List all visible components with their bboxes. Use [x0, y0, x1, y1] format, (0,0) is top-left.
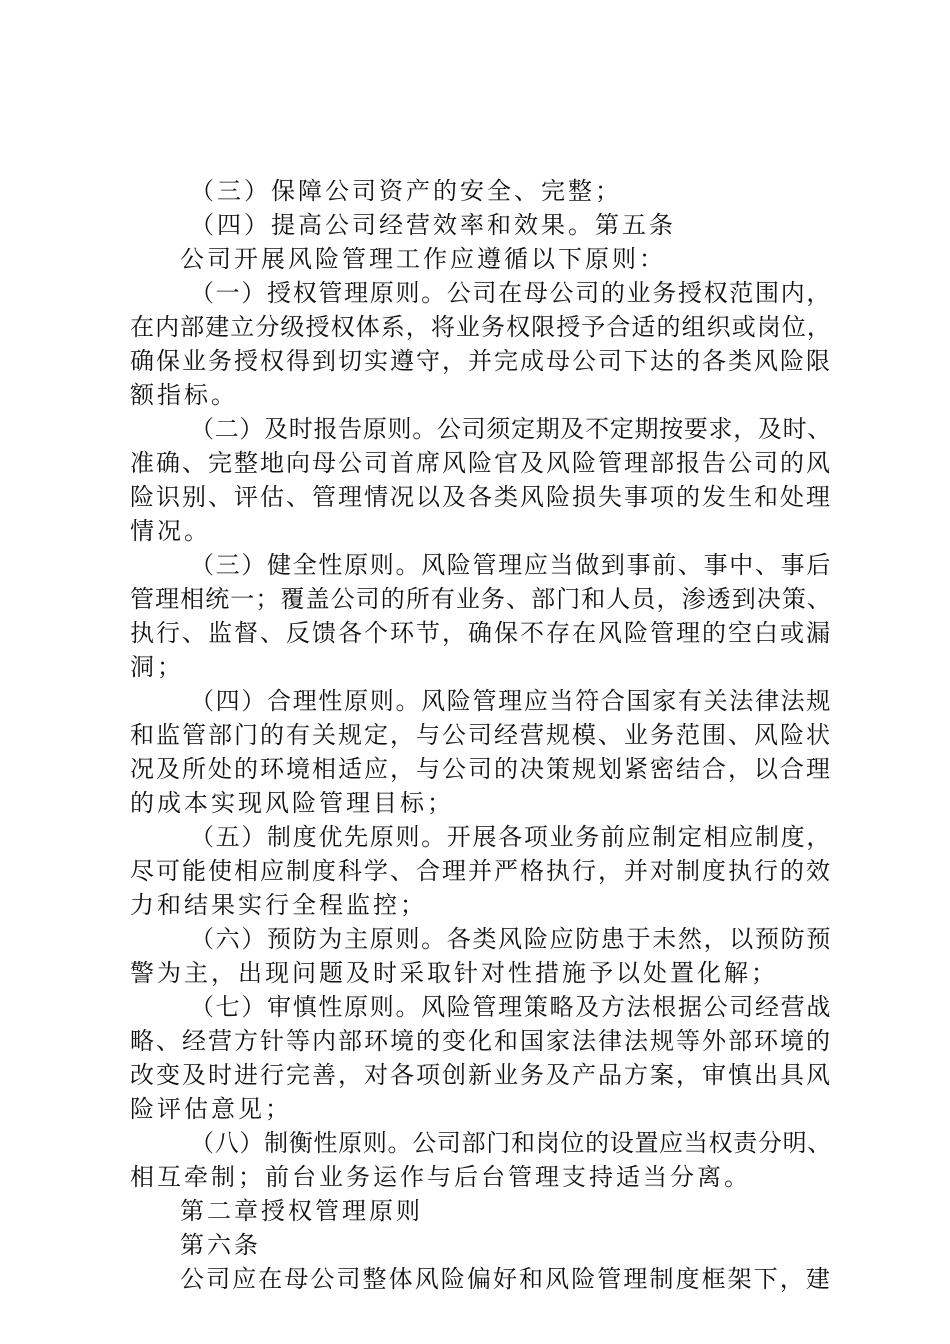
text-line: （四）提高公司经营效率和效果。第五条: [190, 211, 676, 239]
text-line: 警为主，出现问题及时采取针对性措施予以处置化解；: [130, 959, 778, 987]
text-line: （二）及时报告原则。公司须定期及不定期按要求，及时、: [190, 415, 832, 443]
text-line: 况及所处的环境相适应，与公司的决策规划紧密结合，以合理: [130, 755, 832, 783]
text-line: 的成本实现风险管理目标；: [130, 789, 454, 817]
text-line: 力和结果实行全程监控；: [130, 891, 427, 919]
document-body: [130, 174, 832, 1296]
text-line: 相互牵制；前台业务运作与后台管理支持适当分离。: [130, 1163, 751, 1191]
text-line: 尽可能使相应制度科学、合理并严格执行，并对制度执行的效: [130, 857, 832, 885]
text-line: （七）审慎性原则。风险管理策略及方法根据公司经营战: [190, 993, 832, 1021]
text-line: （三）健全性原则。风险管理应当做到事前、事中、事后: [190, 551, 832, 579]
text-line: （四）合理性原则。风险管理应当符合国家有关法律法规: [190, 687, 832, 715]
text-line: 险识别、评估、管理情况以及各类风险损失事项的发生和处理: [130, 483, 832, 511]
text-line: 略、经营方针等内部环境的变化和国家法律法规等外部环境的: [130, 1027, 832, 1055]
text-line: 确保业务授权得到切实遵守，并完成母公司下达的各类风险限: [130, 347, 832, 375]
text-line: 管理相统一；覆盖公司的所有业务、部门和人员，渗透到决策、: [130, 585, 832, 613]
text-line: 额指标。: [130, 381, 238, 409]
text-line: 和监管部门的有关规定，与公司经营规模、业务范围、风险状: [130, 721, 832, 749]
text-line: 在内部建立分级授权体系，将业务权限授予合适的组织或岗位，: [130, 313, 832, 341]
text-line: （三）保障公司资产的安全、完整；: [190, 177, 622, 205]
text-line: 险评估意见；: [130, 1095, 292, 1123]
text-line: 洞；: [130, 653, 184, 681]
article-heading: 第六条: [180, 1231, 261, 1259]
text-line: （五）制度优先原则。开展各项业务前应制定相应制度，: [190, 823, 832, 851]
text-line: 情况。: [130, 517, 211, 545]
chapter-heading: 第二章授权管理原则: [180, 1197, 423, 1225]
text-line: 准确、完整地向母公司首席风险官及风险管理部报告公司的风: [130, 449, 832, 477]
text-line: （八）制衡性原则。公司部门和岗位的设置应当权责分明、: [190, 1129, 832, 1157]
text-line: 公司应在母公司整体风险偏好和风险管理制度框架下，建: [180, 1265, 832, 1293]
text-line: （六）预防为主原则。各类风险应防患于未然，以预防预: [190, 925, 832, 953]
text-line: （一）授权管理原则。公司在母公司的业务授权范围内，: [190, 279, 832, 307]
text-line: 执行、监督、反馈各个环节，确保不存在风险管理的空白或漏: [130, 619, 832, 647]
text-line: 改变及时进行完善，对各项创新业务及产品方案，审慎出具风: [130, 1061, 832, 1089]
text-line: 公司开展风险管理工作应遵循以下原则：: [180, 245, 666, 273]
